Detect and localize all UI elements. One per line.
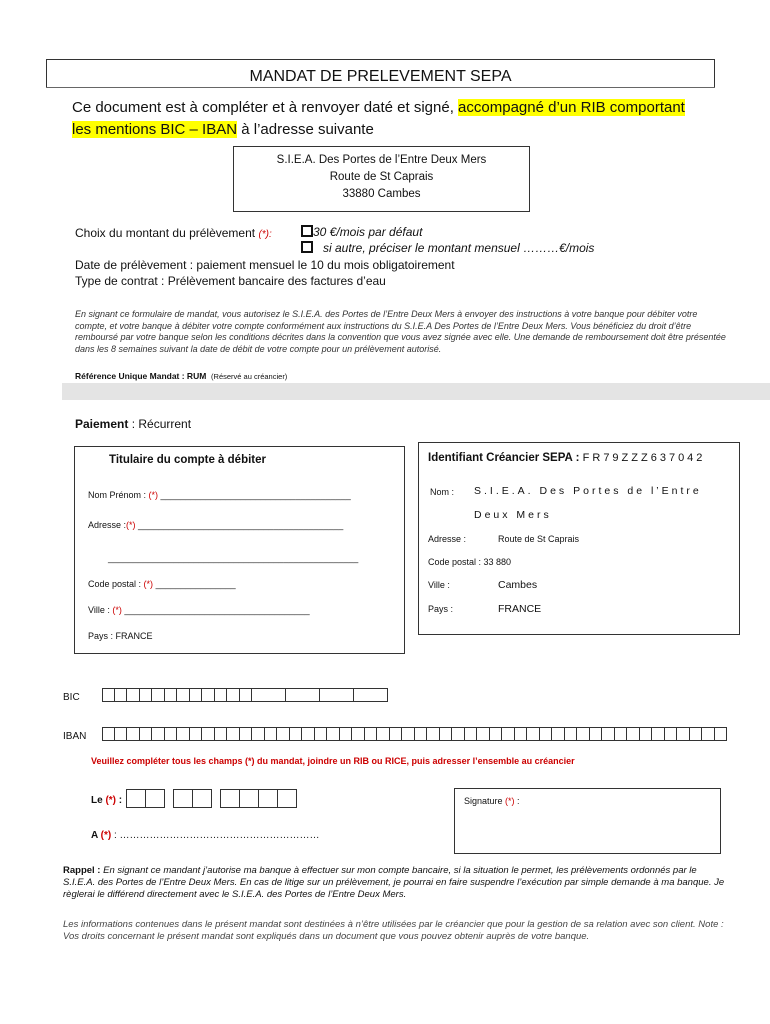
date-line: Date de prélèvement : paiement mensuel le 10 du mois obligatoirement (75, 258, 455, 272)
creditor-country: FRANCE (498, 603, 542, 615)
rum-note: (Réservé au créancier) (211, 372, 288, 381)
bic-grid[interactable] (102, 688, 388, 702)
amount-choice-label (75, 226, 272, 240)
creditor-country-label: Pays : (428, 604, 454, 614)
intro-text (72, 97, 722, 141)
debtor-name-line[interactable]: ______________________________________ (160, 490, 351, 500)
intro-highlight-1: accompagné d’un RIB comportant (458, 99, 685, 116)
creditor-city: Cambes (498, 579, 538, 591)
date-day-2[interactable] (145, 789, 165, 808)
payment-label: Paiement (75, 417, 129, 431)
signature-box[interactable] (454, 788, 721, 854)
date-year-2[interactable] (239, 789, 259, 808)
amount-option-default[interactable] (301, 225, 422, 239)
rum-field[interactable] (62, 383, 770, 400)
legal-text: En signant ce formulaire de mandat, vous autorisez le S.I.E.A. des Portes de l’Entre Deux Mers à envoyer des instructions à votre banque pour débiter votre compte, et votre banque à débiter votre compte conformément aux instructions du S.I.E.A Des Portes de l’Entre Deux Mers. Vous bénéficiez du droit d’être remboursé par votre banque selon les conditions décrites dans la convention que vous avez signée avec elle. Une demande de remboursement doit être présentée dans les 8 semaines suivant la date de débit de votre compte pour un prélèvement autorisé. (75, 309, 726, 354)
date-year-3[interactable] (258, 789, 278, 808)
option-other-label: si autre, préciser le montant mensuel ………€/mois (323, 241, 595, 255)
reminder-label: Rappel : (63, 865, 101, 876)
date-year-4[interactable] (277, 789, 297, 808)
creditor-address: Route de St Caprais (498, 534, 580, 544)
date-grid[interactable] (126, 789, 297, 813)
date-year-1[interactable] (220, 789, 240, 808)
place-field[interactable] (91, 830, 320, 841)
debtor-city-label: Ville : (88, 605, 113, 615)
address-line-2: Route de St Caprais (329, 171, 434, 183)
creditor-city-label: Ville : (428, 580, 450, 590)
reminder-text (63, 865, 725, 901)
debtor-address-line[interactable]: _________________________________________ (138, 520, 344, 530)
required-fields-note: Veuillez compléter tous les champs (*) du mandat, joindre un RIB ou RICE, puis adresser l’ensemble au créancier (91, 756, 575, 766)
required-marker: (*) (505, 796, 515, 806)
creditor-postcode: Code postal : 33 880 (428, 557, 512, 567)
page-title: MANDAT DE PRELEVEMENT SEPA (46, 59, 715, 87)
reminder-body: En signant ce mandant j’autorise ma banque à effectuer sur mon compte bancaire, si la situation le permet, les prélèvements ordonnés par le S.I.E.A. des Portes de l’Entre Deux Mers. En cas de litige sur un prélèvement, je pourrai en faire suspendre l’exécution par simple demande à ma banque. Je règlerai le différend directement avec le S.I.E.A. des Portes de l’Entre Deux Mers. (63, 865, 725, 900)
place-line[interactable]: : …………………………………………………… (111, 830, 320, 841)
checkbox-other[interactable] (301, 241, 313, 253)
date-label-text: Le (91, 795, 106, 806)
rum-label (75, 371, 287, 381)
address-line-3: 33880 Cambes (342, 188, 421, 200)
creditor-id (428, 452, 705, 464)
creditor-name-label: Nom : (430, 487, 455, 497)
date-month-1[interactable] (173, 789, 193, 808)
debtor-postcode-field[interactable] (88, 579, 236, 589)
amount-option-other[interactable] (301, 241, 594, 255)
address-line-1: S.I.E.A. Des Portes de l’Entre Deux Mers (276, 154, 487, 166)
bic-label: BIC (63, 692, 80, 703)
iban-grid[interactable] (102, 727, 727, 741)
rum-label-text: Référence Unique Mandat : RUM (75, 371, 207, 381)
debtor-postcode-line[interactable]: ________________ (155, 579, 236, 589)
creditor-address-label: Adresse : (428, 534, 467, 544)
debtor-heading: Titulaire du compte à débiter (109, 454, 266, 466)
amount-choice-text: Choix du montant du prélèvement (75, 226, 259, 240)
option-default-label: 30 €/mois par défaut (313, 225, 423, 239)
required-marker: (*) (100, 830, 112, 841)
payment-type (75, 417, 191, 431)
intro-plain: Ce document est à compléter et à renvoyer daté et signé, (72, 99, 459, 116)
privacy-note: Les informations contenues dans le présent mandat sont destinées à n’être utilisées par le créancier que pour la gestion de sa relation avec son client. Note : Vos droits concernant le présent mandat sont expliqués dans un document que vous pouvez obtenir auprès de votre banque. (63, 919, 724, 942)
required-marker: (*): (258, 229, 272, 240)
required-marker: (*) (148, 490, 159, 500)
required-marker: (*) (105, 795, 117, 806)
required-marker: (*) (112, 605, 122, 615)
debtor-address-label: Adresse : (88, 520, 127, 530)
required-marker: (*) (126, 520, 136, 530)
debtor-postcode-label: Code postal : (88, 579, 144, 589)
debtor-name-field[interactable] (88, 490, 351, 500)
signature-label: Signature (*) : (464, 796, 520, 806)
debtor-address-line-2[interactable]: __________________________________________________ (108, 553, 359, 563)
debtor-address-field[interactable] (88, 520, 343, 530)
debtor-name-label: Nom Prénom : (88, 490, 149, 500)
intro-tail: à l’adresse suivante (237, 121, 374, 138)
creditor-address-box (233, 146, 530, 212)
title-divider (46, 87, 715, 88)
type-line: Type de contrat : Prélèvement bancaire des factures d’eau (75, 274, 386, 288)
checkbox-default[interactable] (301, 225, 313, 237)
debtor-city-line[interactable]: _____________________________________ (124, 605, 310, 615)
intro-highlight-2: les mentions BIC – IBAN (72, 121, 238, 138)
date-month-2[interactable] (192, 789, 212, 808)
creditor-box (418, 442, 740, 635)
date-label: Le (*) : (91, 795, 123, 806)
required-marker: (*) (143, 579, 154, 589)
debtor-box (74, 446, 405, 654)
creditor-name-2: Deux Mers (474, 509, 552, 521)
iban-label: IBAN (63, 731, 87, 742)
debtor-city-field[interactable] (88, 605, 310, 615)
place-label: A (91, 830, 101, 841)
creditor-id-label: Identifiant Créancier SEPA : (428, 452, 583, 464)
creditor-name-1: S.I.E.A. Des Portes de l’Entre (474, 485, 702, 497)
debtor-country: Pays : FRANCE (88, 631, 153, 641)
payment-value: : Récurrent (128, 417, 192, 431)
signature-label-text: Signature (464, 796, 506, 806)
date-day-1[interactable] (126, 789, 146, 808)
creditor-id-value: FR79ZZZ637042 (582, 452, 706, 464)
